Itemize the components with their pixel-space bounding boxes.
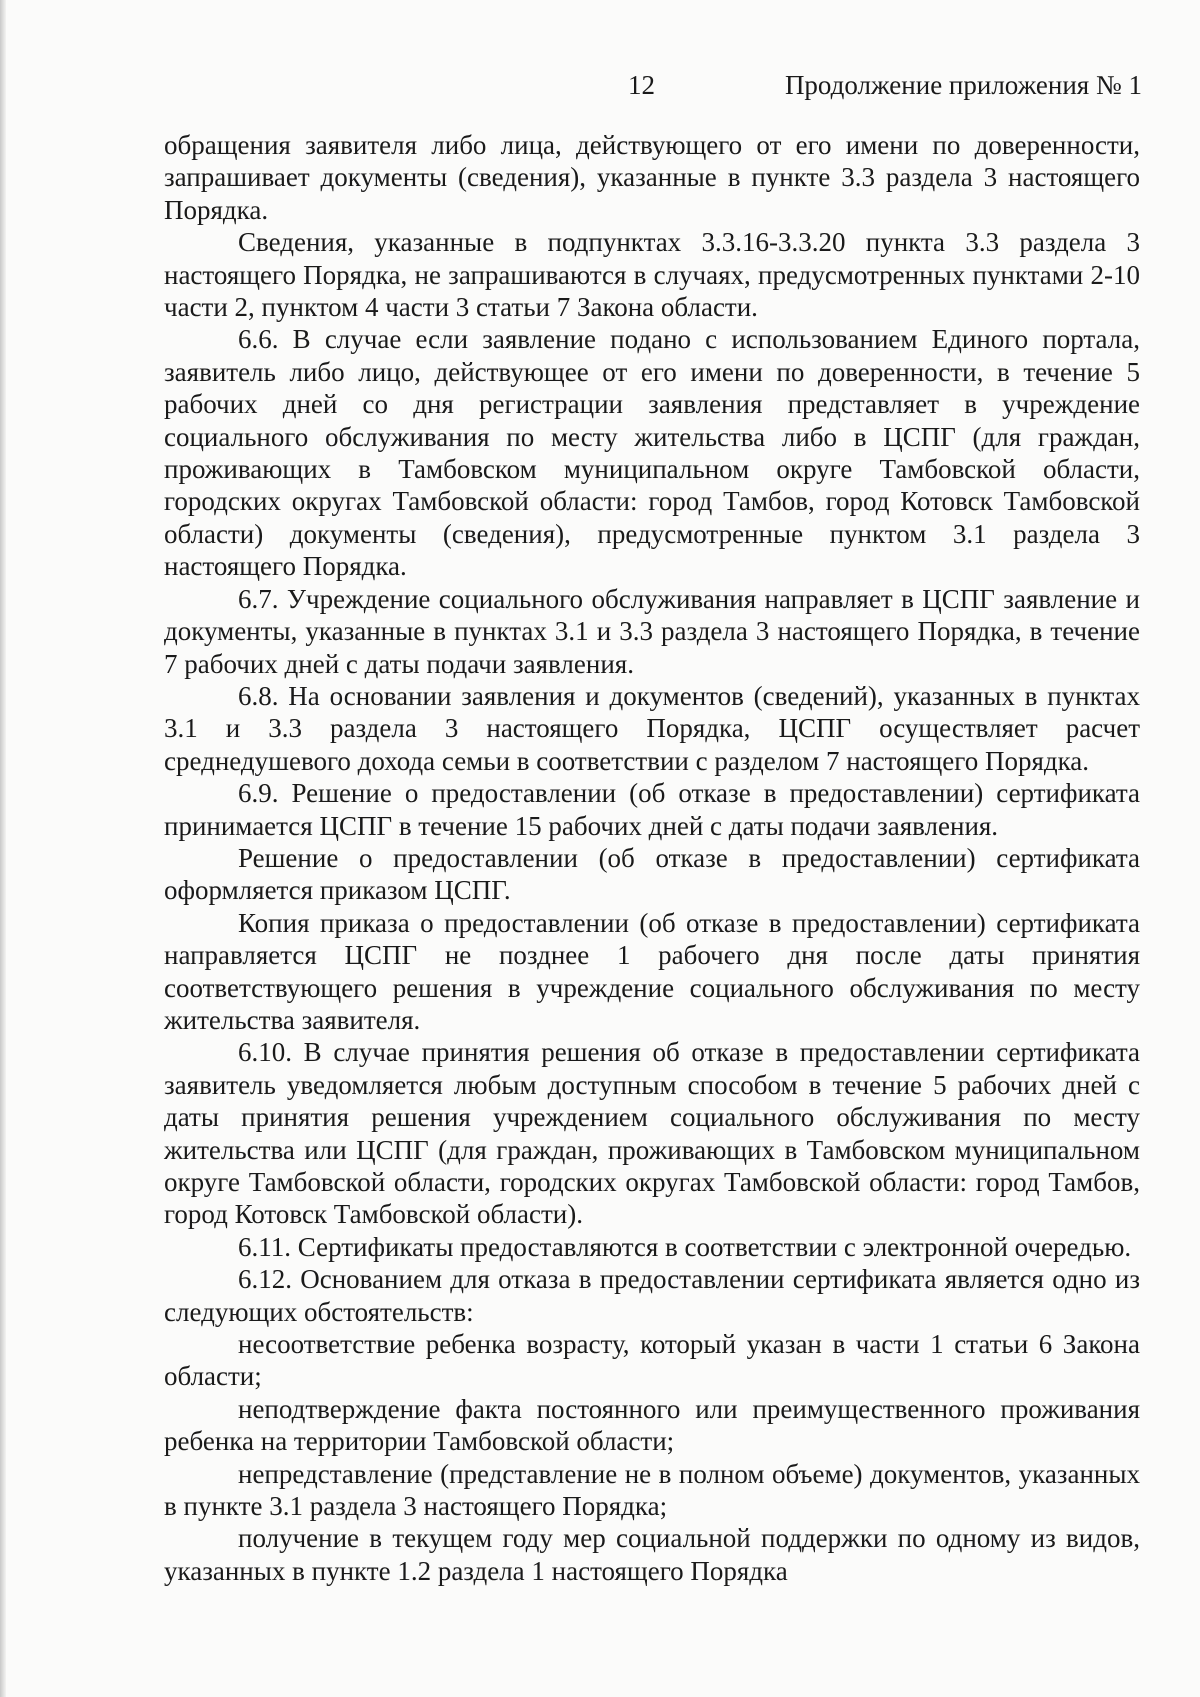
paragraph-6-12: 6.12. Основанием для отказа в предоставлении сертификата является одно из следующих обстоятельств: <box>164 1264 1140 1327</box>
paragraph-continuation: обращения заявителя либо лица, действующего от его имени по доверенности, запрашивает документы (сведения), указанные в пункте 3.3 раздела 3 настоящего Порядка. <box>164 130 1140 225</box>
document-body <box>164 129 1140 1587</box>
list-item-support-received: получение в текущем году мер социальной поддержки по одному из видов, указанных в пункте 1.2 раздела 1 настоящего Порядка <box>164 1523 1140 1586</box>
list-item-residence-unconfirmed: неподтверждение факта постоянного или преимущественного проживания ребенка на территории Тамбовской области; <box>164 1393 1140 1457</box>
paragraph-6-6: 6.6. В случае если заявление подано с использованием Единого портала, заявитель либо лицо, действующее от его имени по доверенности, в течение 5 рабочих дней со дня регистрации заявления представляет в учреждение социального обслуживания по месту жительства либо в ЦСПГ (для граждан, проживающих в Тамбовском муниципальном округе Тамбовской области, городских округах Тамбовской области: город Тамбов, город Котовск Тамбовской области) документы (сведения), предусмотренные пунктом 3.1 раздела 3 настоящего Порядка. <box>164 324 1140 582</box>
page-number: 12 <box>628 70 655 100</box>
list-item-documents-missing: непредставление (представление не в полном объеме) документов, указанных в пункте 3.1 раздела 3 настоящего Порядка; <box>164 1458 1140 1522</box>
paragraph-information-exceptions: Сведения, указанные в подпунктах 3.3.16-3.3.20 пункта 3.3 раздела 3 настоящего Порядка, не запрашиваются в случаях, предусмотренных пунктами 2-10 части 2, пунктом 4 части 3 статьи 7 Закона области. <box>164 227 1140 323</box>
paragraph-decision-order: Решение о предоставлении (об отказе в предоставлении) сертификата оформляется приказом ЦСПГ. <box>164 842 1140 906</box>
appendix-label: Продолжение приложения № 1 <box>784 70 1142 100</box>
paragraph-6-10: 6.10. В случае принятия решения об отказе в предоставлении сертификата заявитель уведомляется любым доступным способом в течение 5 рабочих дней с даты принятия решения учреждением социального обслуживания по месту жительства или ЦСПГ (для граждан, проживающих в Тамбовском муниципальном округе Тамбовской области, городских округах Тамбовской области: город Тамбов, город Котовск Тамбовской области). <box>164 1037 1140 1230</box>
paragraph-6-8: 6.8. На основании заявления и документов (сведений), указанных в пунктах 3.1 и 3.3 раздела 3 настоящего Порядка, ЦСПГ осуществляет расчет среднедушевого дохода семьи в соответствии с разделом 7 настоящего Порядка. <box>164 680 1140 776</box>
scan-edge-shadow <box>0 0 6 1697</box>
paragraph-6-11: 6.11. Сертификаты предоставляются в соответствии с электронной очередью. <box>238 1231 1132 1262</box>
paragraph-6-9: 6.9. Решение о предоставлении (об отказе в предоставлении) сертификата принимается ЦСПГ в течение 15 рабочих дней с даты подачи заявления. <box>164 778 1140 841</box>
list-item-age-mismatch: несоответствие ребенка возрасту, который указан в части 1 статьи 6 Закона области; <box>164 1329 1140 1392</box>
page-header <box>0 70 1200 110</box>
paragraph-6-7: 6.7. Учреждение социального обслуживания направляет в ЦСПГ заявление и документы, указанные в пунктах 3.1 и 3.3 раздела 3 настоящего Порядка, в течение 7 рабочих дней с даты подачи заявления. <box>164 583 1140 679</box>
paragraph-order-copy: Копия приказа о предоставлении (об отказе в предоставлении) сертификата направляется ЦСПГ не позднее 1 рабочего дня после даты принятия соответствующего решения в учреждение социального обслуживания по месту жительства заявителя. <box>164 907 1140 1035</box>
